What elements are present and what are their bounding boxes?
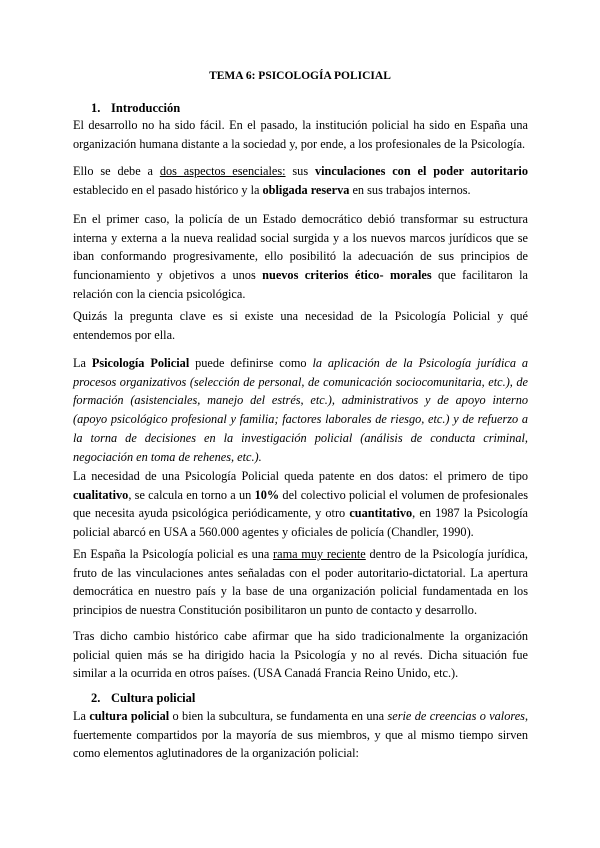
document-title: TEMA 6: PSICOLOGÍA POLICIAL (209, 70, 391, 82)
italic-text: la aplicación de la Psicología jurídica a procesos organizativos (selección de personal, de comunicación sociocomunitaria, etc.), de formación (asistenciales, manejo del estrés, etc.), administrativos y de apoyo interno (apoyo psicológico profesional y familia; factores laborales de riesgo, etc.) y de refuerzo a la torna de decisiones en la investigación policial (análisis de conducta criminal, negociación en toma de rehenes, etc.). (73, 356, 528, 464)
section-title: Introducción (111, 101, 181, 115)
bold-text: obligada reserva (262, 182, 350, 197)
bold-text: 10% (254, 487, 280, 502)
underlined-text: rama muy reciente (273, 547, 366, 561)
section-heading-cultura-policial (91, 691, 195, 706)
section-heading-introduccion (91, 101, 180, 116)
paragraph-1: El desarrollo no ha sido fácil. En el pasado, la institución policial ha sido en España una organización humana distante a la sociedad y, por ende, a los profesionales de la Psicología. (73, 118, 528, 151)
bold-text: nuevos criterios ético- morales (262, 268, 432, 283)
paragraph-8: Tras dicho cambio histórico cabe afirmar que ha sido tradicionalmente la organización policial quien más se ha dirigido hacia la Psicología y no al revés. Dicha situación fue similar a la ocurrida en otros países. (USA Canadá Francia Reino Unido, etc.). (73, 629, 528, 681)
bold-text: cuantitativo (349, 506, 413, 521)
bold-text: Psicología Policial (91, 356, 190, 370)
paragraph-5: La Psicología Policial puede definirse como la aplicación de la Psicología jurídica a procesos organizativos (selección de personal, de comunicación sociocomunitaria, etc.), de formación (asistenciales, manejo del estrés, etc.), administrativos y de apoyo interno (apoyo psicológico profesional y familia; factores laborales de riesgo, etc.) y de refuerzo a la torna de decisiones en la investigación policial (análisis de conducta criminal, negociación en toma de rehenes, etc.). (73, 356, 528, 464)
paragraph-4: Quizás la pregunta clave es si existe una necesidad de la Psicología Policial y qué entendemos por ella. (73, 309, 528, 342)
paragraph-3: En el primer caso, la policía de un Estado democrático debió transformar su estructura interna y externa a la nueva realidad social surgida y a los nuevos marcos jurídicos que se iban conformando progresivamente, ello posibilitó la adecuación de sus principios de funcionamiento y objetivos a unos nuevos criterios ético- morales que facilitaron la relación con la ciencia psicológica. (73, 212, 528, 301)
underlined-text: dos aspectos esenciales: (159, 164, 286, 178)
bold-text: cultura policial (89, 709, 170, 723)
bold-text: cualitativo (73, 487, 129, 502)
paragraph-9: La cultura policial o bien la subcultura, se fundamenta en una serie de creencias o valores, fuertemente compartidos por la mayoría de sus miembros, y que al mismo tiempo sirven como elementos aglutinadores de la organización policial: (73, 709, 529, 761)
paragraph-2: Ello se debe a dos aspectos esenciales: sus vinculaciones con el poder autoritario establecido en el pasado histórico y la obligada reserva en sus trabajos internos. (73, 164, 528, 197)
paragraph-7: En España la Psicología policial es una rama muy reciente dentro de la Psicología jurídica, fruto de las vinculaciones antes señaladas con el poder autoritario-dictatorial. La apertura democrática en nuestro país y la base de una organización policial fundamentada en los principios de nuestra Constitución posibilitaron un punto de contacto y desarrollo. (73, 547, 528, 618)
section-number: 1. (91, 101, 101, 115)
bold-text: vinculaciones con el poder autoritario (314, 164, 528, 178)
italic-text: serie de creencias o valores (387, 709, 525, 723)
paragraph-6: La necesidad de una Psicología Policial queda patente en dos datos: el primero de tipo cualitativo, se calcula en torno a un 10% del colectivo policial el volumen de profesionales que necesita ayuda psicológica periódicamente, y otro cuantitativo, en 1987 la Psicología policial abarcó en USA a 560.000 agentes y oficiales de policía (Chandler, 1990). (73, 469, 528, 540)
section-title: Cultura policial (111, 691, 196, 705)
section-number: 2. (91, 691, 101, 705)
